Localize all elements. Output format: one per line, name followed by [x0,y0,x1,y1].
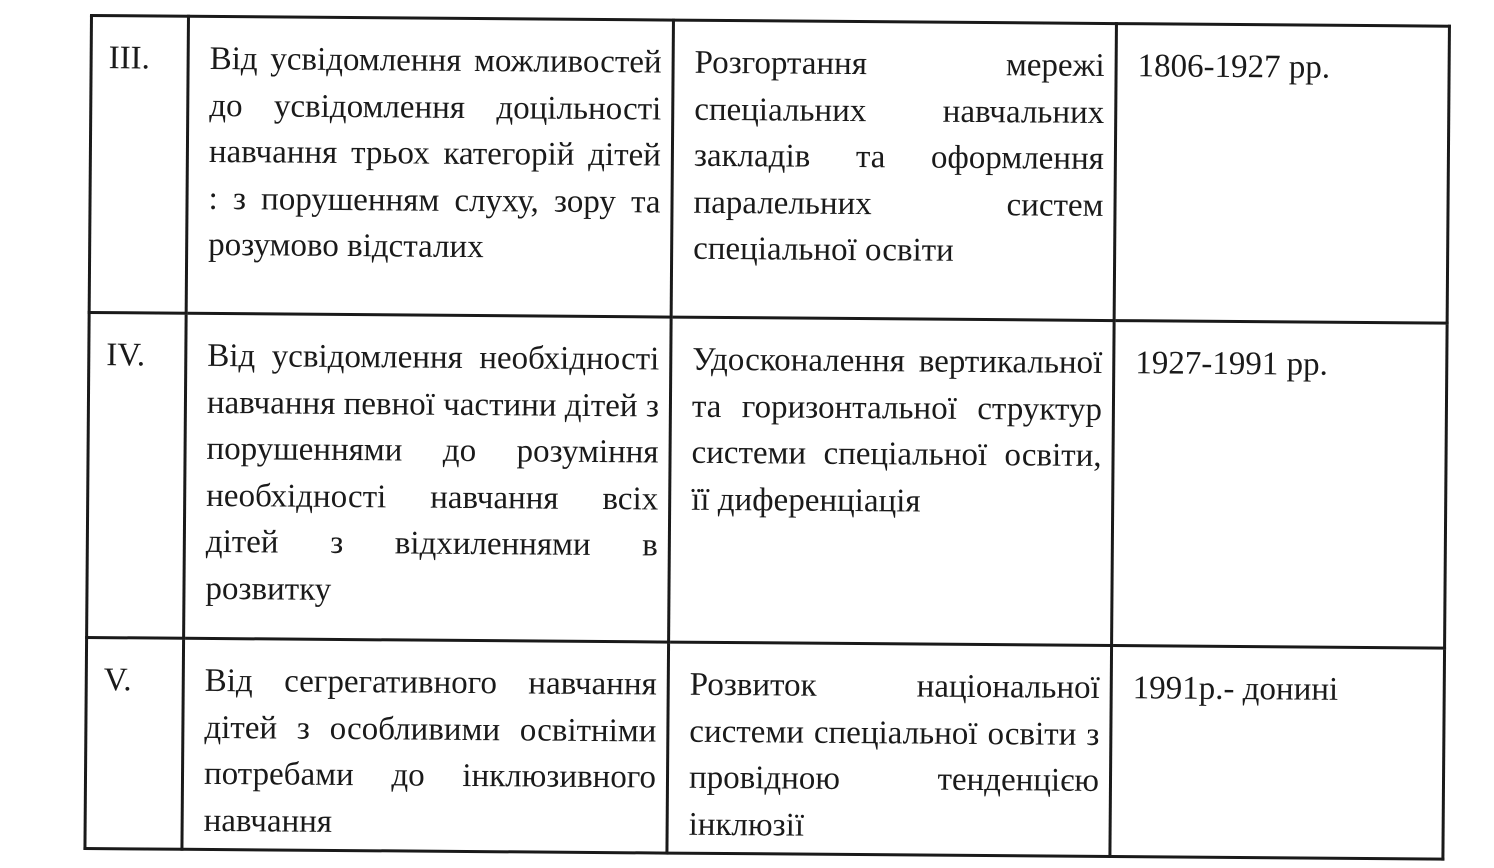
table-row [85,637,1445,859]
stage-description-cell [182,638,669,853]
stage-period-cell [1114,24,1449,324]
stage-period-cell [1110,646,1445,860]
stage-number-cell [85,637,184,849]
table-row [89,16,1449,324]
stage-direction: Розгортання мережі спеціальних навчальних закладів та оформлення паралельних систем спеціальної освіти [693,44,1105,269]
stage-period-cell [1112,321,1448,649]
stage-description: Від усвідомлення необхідності навчання певної частини дітей з порушеннями до розуміння необхідності навчання всіх дітей з відхиленнями в розвитку [205,337,660,608]
table-row [87,313,1448,649]
stage-direction-cell [667,642,1112,856]
stage-description-cell [184,313,672,642]
stage-description: Від сегрегативного навчання дітей з особливими освітніми потребами до інклюзивного навчання [203,662,657,840]
stage-number: III. [108,40,151,77]
stage-period: 1927-1991 рр. [1135,345,1328,383]
stage-number: IV. [106,337,146,374]
stage-period: 1806-1927 рр. [1137,48,1331,86]
stage-number-cell [87,313,187,639]
stage-description: Від усвідомлення можливостей до усвідомлення доцільності навчання трьох категорій дітей : з порушенням слуху, зору та розумово відсталих [208,40,662,266]
stage-description-cell [186,16,673,317]
stage-direction-cell [669,317,1115,645]
stage-direction: Розвиток національної системи спеціальної освіти з провідною тенденцією інклюзії [688,666,1100,844]
stage-period: 1991р.- донині [1132,670,1339,708]
stage-number: V. [103,662,132,699]
stage-direction-cell [671,20,1116,320]
stage-number-cell [89,16,188,314]
periods-table [83,14,1451,861]
stage-direction: Удосконалення вертикальної та горизонтальної структур системи спеціальної освіти, її диференціація [691,341,1103,520]
